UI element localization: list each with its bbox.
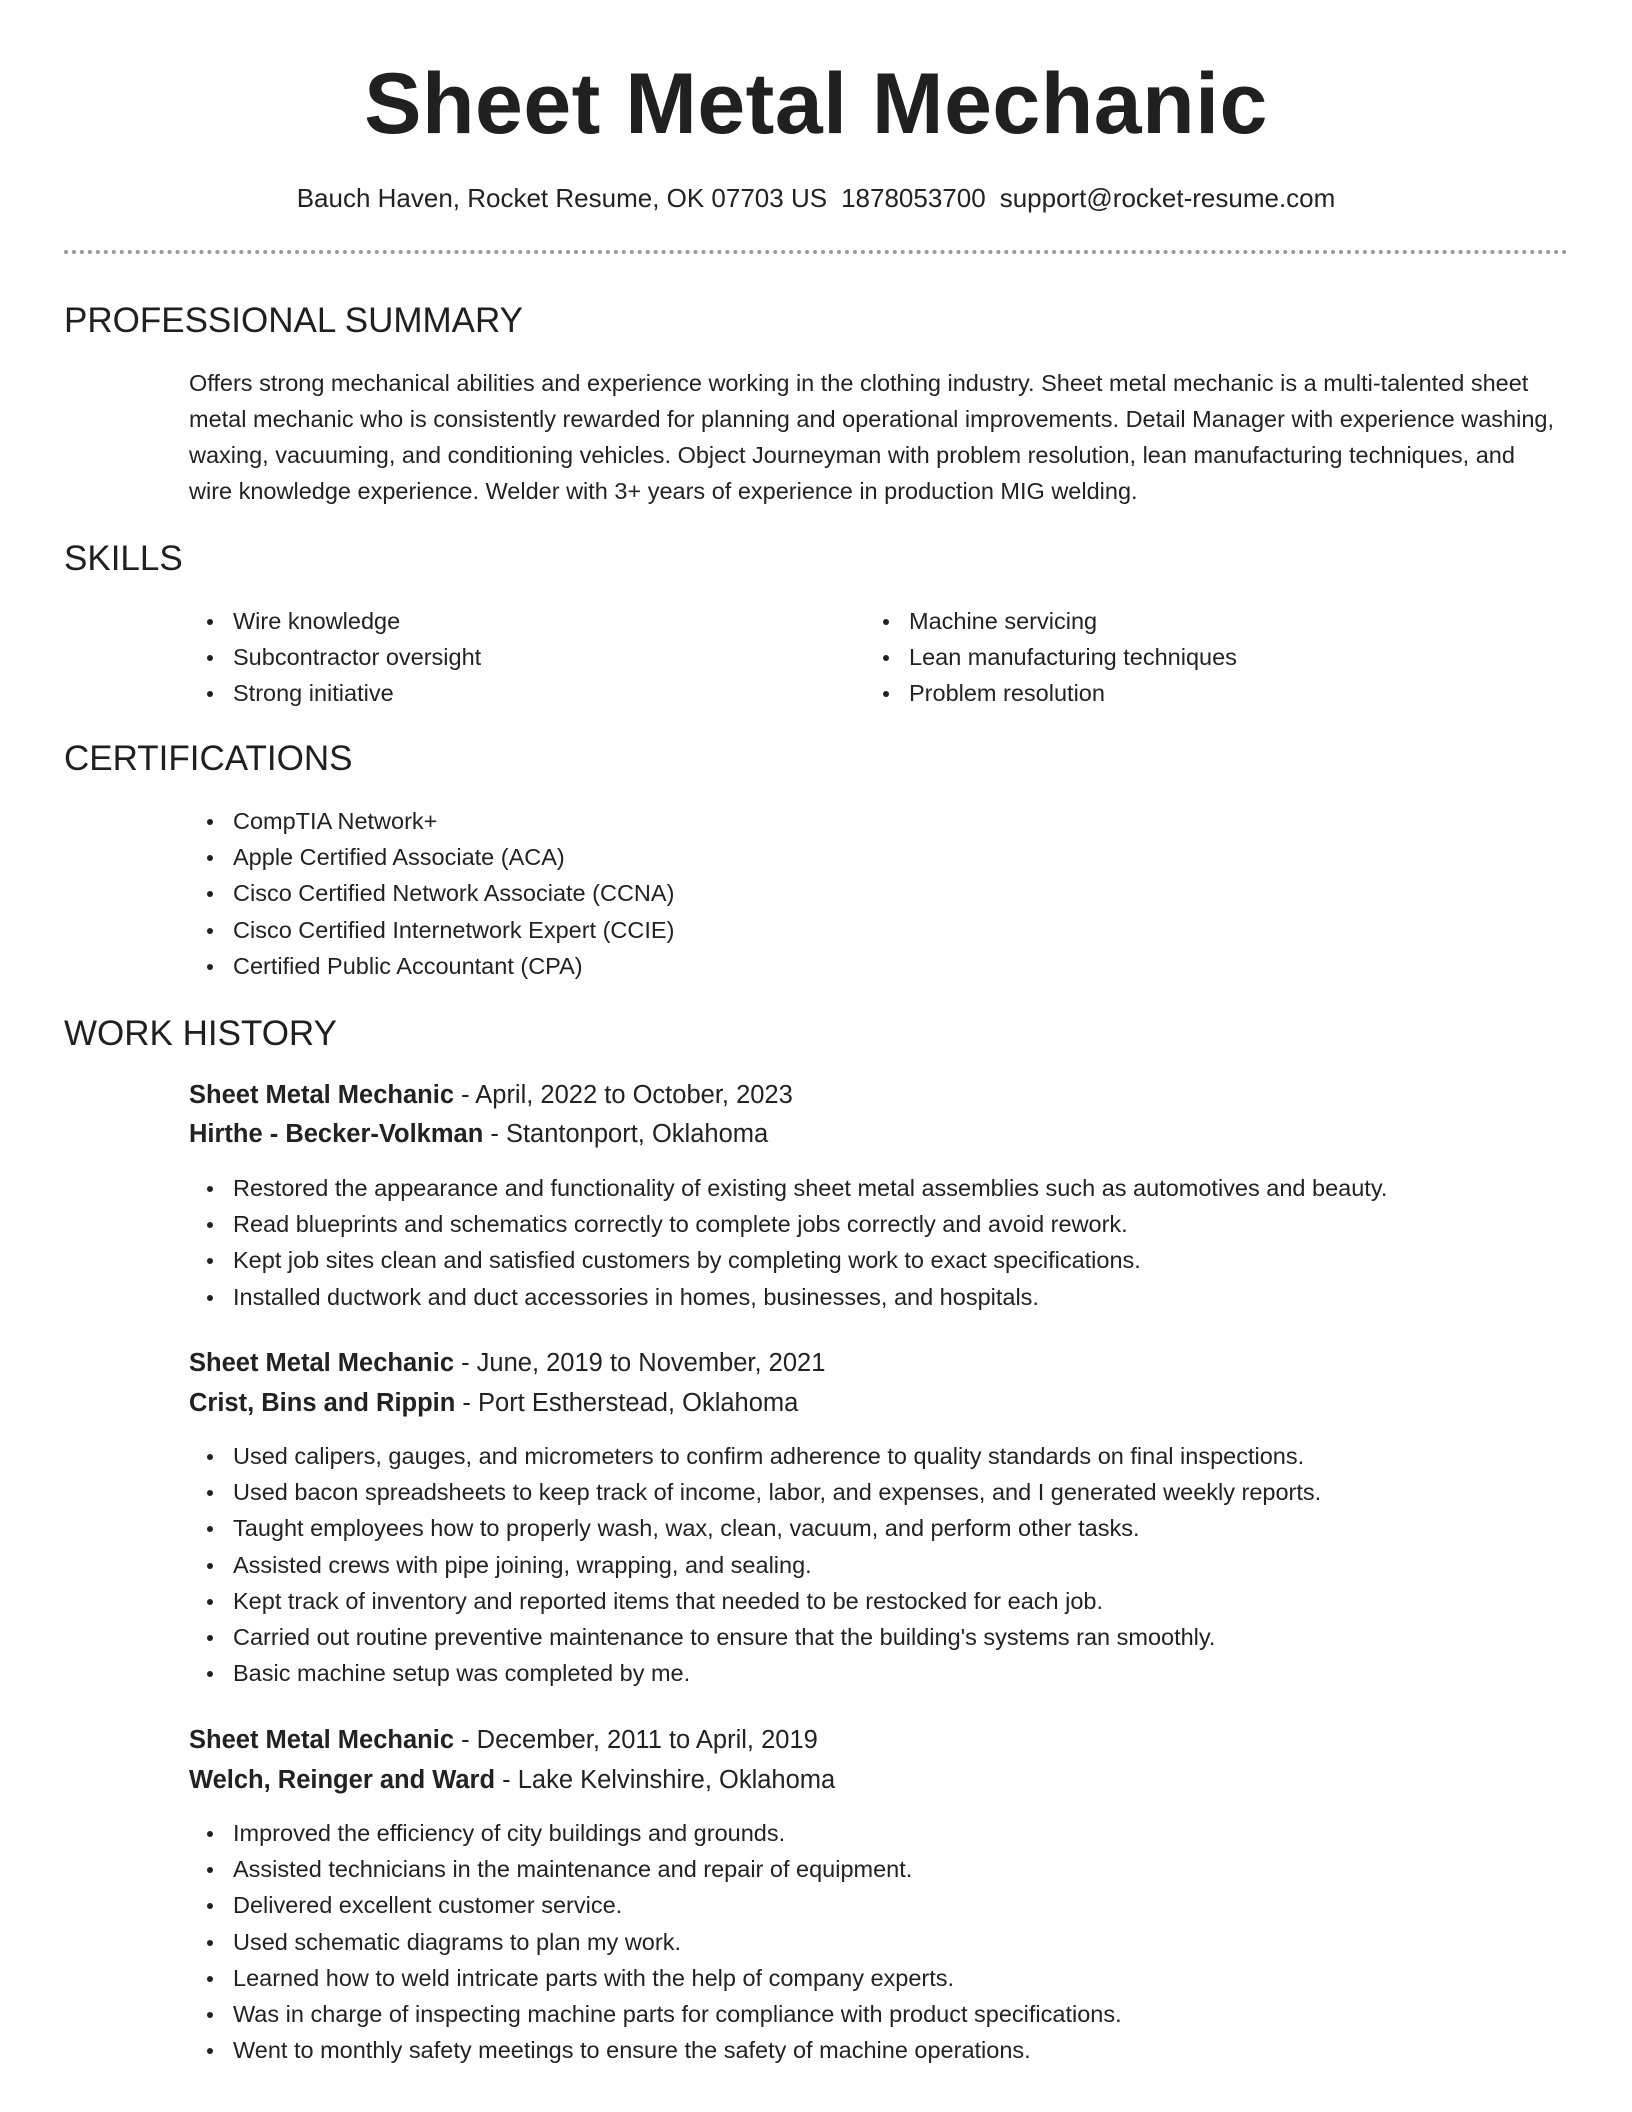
section-title-certifications: CERTIFICATIONS [64,739,353,778]
contact-email: support@rocket-resume.com [999,183,1336,213]
list-item: Machine servicing [865,603,1237,639]
job-location: - Lake Kelvinshire, Oklahoma [495,1766,836,1794]
list-item: Used schematic diagrams to plan my work. [189,1924,1122,1960]
list-item: Kept track of inventory and reported items that needed to be restocked for each job. [189,1583,1321,1619]
job-dates: - December, 2011 to April, 2019 [454,1726,818,1754]
list-item: Apple Certified Associate (ACA) [189,839,674,875]
job-company-line [189,1385,798,1421]
job-company: Welch, Reinger and Ward [189,1766,496,1794]
section-title-work-history: WORK HISTORY [64,1014,337,1053]
list-item: Went to monthly safety meetings to ensure the safety of machine operations. [189,2032,1122,2068]
job-dates: - April, 2022 to October, 2023 [454,1081,793,1109]
list-item: Problem resolution [865,675,1237,711]
job-company: Crist, Bins and Rippin [189,1389,456,1417]
list-item: Delivered excellent customer service. [189,1887,1122,1923]
job-company: Hirthe - Becker-Volkman [189,1120,484,1148]
header-divider [64,250,1568,254]
list-item: Strong initiative [189,675,481,711]
job-bullets [189,1170,1387,1315]
contact-phone: 1878053700 [841,183,986,213]
list-item: Was in charge of inspecting machine parts for compliance with product specifications. [189,1996,1122,2032]
job-title-line [189,1345,825,1381]
job-dates: - June, 2019 to November, 2021 [454,1349,826,1377]
list-item: Kept job sites clean and satisfied customers by completing work to exact specifications. [189,1242,1387,1278]
list-item: Subcontractor oversight [189,639,481,675]
list-item: Assisted crews with pipe joining, wrapping, and sealing. [189,1547,1321,1583]
section-title-summary: PROFESSIONAL SUMMARY [64,301,523,340]
list-item: Restored the appearance and functionality of existing sheet metal assemblies such as automotives and beauty. [189,1170,1387,1206]
job-role: Sheet Metal Mechanic [189,1081,454,1109]
list-item: Taught employees how to properly wash, wax, clean, vacuum, and perform other tasks. [189,1510,1321,1546]
job-bullets [189,1815,1122,2068]
job-location: - Stantonport, Oklahoma [483,1120,769,1148]
contact-info [0,180,1632,216]
job-location: - Port Estherstead, Oklahoma [455,1389,799,1417]
job-bullets [189,1438,1321,1691]
skills-list-right [865,603,1237,712]
list-item: CompTIA Network+ [189,803,674,839]
contact-address: Bauch Haven, Rocket Resume, OK 07703 US [296,183,828,213]
certifications-list [189,803,674,984]
list-item: Lean manufacturing techniques [865,639,1237,675]
list-item: Cisco Certified Internetwork Expert (CCIE) [189,912,674,948]
job-company-line [189,1116,768,1152]
list-item: Certified Public Accountant (CPA) [189,948,674,984]
job-role: Sheet Metal Mechanic [189,1726,454,1754]
summary-text: Offers strong mechanical abilities and experience working in the clothing industry. Sheet metal mechanic is a multi-talented sheet metal mechanic who is consistently rewarded for planning and operational improvements. Detail Manager with experience washing, waxing, vacuuming, and conditioning vehicles. Object Journeyman with problem resolution, lean manufacturing techniques, and wire knowledge experience. Welder with 3+ years of experience in production MIG welding. [189,370,1555,504]
list-item: Cisco Certified Network Associate (CCNA) [189,875,674,911]
job-role: Sheet Metal Mechanic [189,1349,454,1377]
skills-list-left [189,603,481,712]
job-title-line [189,1077,793,1113]
list-item: Assisted technicians in the maintenance and repair of equipment. [189,1851,1122,1887]
list-item: Learned how to weld intricate parts with the help of company experts. [189,1960,1122,1996]
list-item: Installed ductwork and duct accessories in homes, businesses, and hospitals. [189,1279,1387,1315]
list-item: Carried out routine preventive maintenance to ensure that the building's systems ran smoothly. [189,1619,1321,1655]
list-item: Used calipers, gauges, and micrometers to confirm adherence to quality standards on final inspections. [189,1438,1321,1474]
resume-name: Sheet Metal Mechanic [364,56,1268,152]
list-item: Improved the efficiency of city buildings and grounds. [189,1815,1122,1851]
list-item: Used bacon spreadsheets to keep track of income, labor, and expenses, and I generated weekly reports. [189,1474,1321,1510]
list-item: Basic machine setup was completed by me. [189,1655,1321,1691]
section-title-skills: SKILLS [64,539,183,578]
list-item: Wire knowledge [189,603,481,639]
job-title-line [189,1722,818,1758]
list-item: Read blueprints and schematics correctly to complete jobs correctly and avoid rework. [189,1206,1387,1242]
job-company-line [189,1762,835,1798]
